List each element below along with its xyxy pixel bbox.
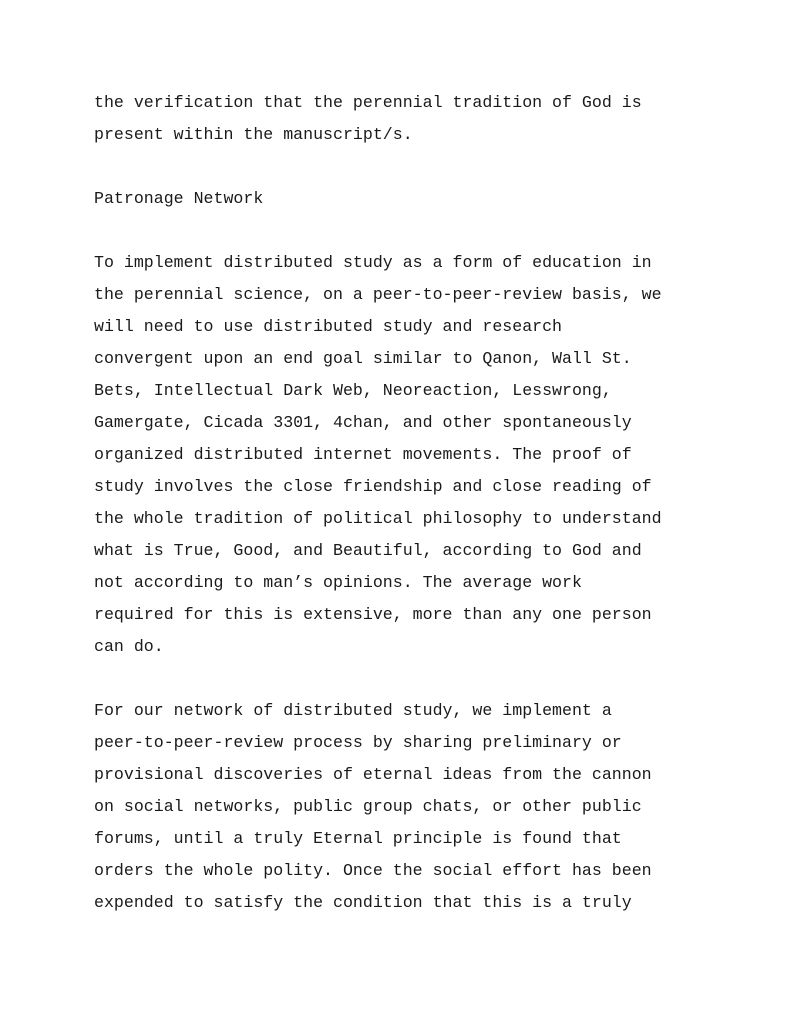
text-line: present within the manuscript/s. (94, 125, 413, 144)
text-line: Bets, Intellectual Dark Web, Neoreaction, Lesswrong, (94, 381, 612, 400)
text-line: required for this is extensive, more than any one person (94, 605, 652, 624)
text-line: To implement distributed study as a form of education in (94, 253, 652, 272)
text-line: the perennial science, on a peer-to-peer-review basis, we (94, 285, 662, 304)
text-line: provisional discoveries of eternal ideas from the cannon (94, 765, 652, 784)
text-line: convergent upon an end goal similar to Qanon, Wall St. (94, 349, 632, 368)
text-line: not according to man’s opinions. The average work (94, 573, 582, 592)
text-line: Gamergate, Cicada 3301, 4chan, and other spontaneously (94, 413, 632, 432)
section-heading: Patronage Network (94, 189, 264, 208)
text-line: For our network of distributed study, we implement a (94, 701, 612, 720)
text-line: organized distributed internet movements. The proof of (94, 445, 632, 464)
text-line: forums, until a truly Eternal principle is found that (94, 829, 622, 848)
text-line: orders the whole polity. Once the social effort has been (94, 861, 652, 880)
text-line: peer-to-peer-review process by sharing preliminary or (94, 733, 622, 752)
text-line: on social networks, public group chats, or other public (94, 797, 642, 816)
text-line: expended to satisfy the condition that this is a truly (94, 893, 632, 912)
text-line: the verification that the perennial tradition of God is (94, 93, 642, 112)
text-line: what is True, Good, and Beautiful, according to God and (94, 541, 642, 560)
text-line: the whole tradition of political philosophy to understand (94, 509, 662, 528)
text-line: will need to use distributed study and research (94, 317, 563, 336)
text-line: can do. (94, 637, 164, 656)
text-line: study involves the close friendship and close reading of (94, 477, 652, 496)
